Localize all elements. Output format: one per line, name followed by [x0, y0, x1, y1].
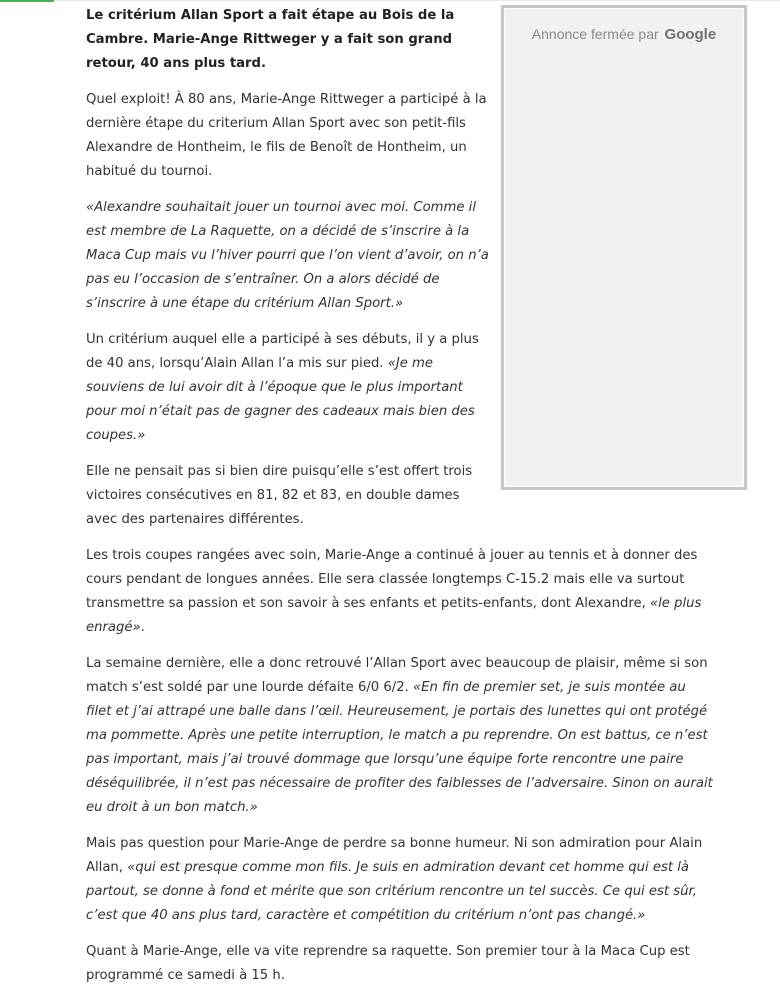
- quote: «Je me souviens de lui avoir dit à l’époque que le plus important pour moi n’était pas de gagner des cadeaux mais bien des coupes.»: [86, 356, 475, 443]
- ad-closed-label: Annonce fermée par: [531, 26, 659, 42]
- article-paragraph: Elle ne pensait pas si bien dire puisqu’elle s’est offert trois victoires consécutives en 81, 82 et 83, en double dames avec des partenaires différentes.: [86, 464, 473, 527]
- quote: «Alexandre souhaitait jouer un tournoi avec moi. Comme il est membre de La Raquette, on a décidé de s’inscrire à la Maca Cup mais vu l’hiver pourri que l’on vient d’avoir, on n’a pas eu l’occasion de s’entraîner. On a alors décidé de s’inscrire à une étape du critérium Allan Sport.»: [86, 200, 489, 311]
- article-paragraph: [86, 832, 714, 928]
- paragraph-end: .: [140, 620, 145, 635]
- paragraph-text: Un critérium auquel elle a participé à ses débuts, il y a plus de 40 ans, lorsqu’Alain Allan l’a mis sur pied.: [86, 332, 479, 371]
- article-paragraph: [86, 544, 714, 640]
- article-paragraph: [86, 652, 714, 820]
- quote: «le plus enragé»: [86, 596, 702, 635]
- article-paragraph: [86, 328, 491, 448]
- article-body: [86, 4, 714, 1000]
- article-lead: Le critérium Allan Sport a fait étape au Bois de la Cambre. Marie-Ange Rittweger y a fait son grand retour, 40 ans plus tard.: [86, 8, 455, 71]
- paragraph-text: La semaine dernière, elle a donc retrouvé l’Allan Sport avec beaucoup de plaisir, même si son match s’est soldé par une lourde défaite 6/0 6/2.: [86, 656, 708, 695]
- article-quote-paragraph: [86, 196, 491, 316]
- quote: «qui est presque comme mon fils. Je suis en admiration devant cet homme qui est là partout, se donne à fond et mérite que son critérium rencontre un tel succès. Ce qui est sûr, c’est que 40 ans plus tard, caractère et compétition du critérium n’ont pas changé.»: [86, 860, 697, 923]
- paragraph-text: Mais pas question pour Marie-Ange de perdre sa bonne humeur. Ni son admiration pour Alain Allan,: [86, 836, 703, 875]
- article-paragraph: Quel exploit! À 80 ans, Marie-Ange Rittweger a participé à la dernière étape du criterium Allan Sport avec son petit-fils Alexandre de Hontheim, le fils de Benoît de Hontheim, un habitué du tournoi.: [86, 92, 487, 179]
- article-paragraph: Quant à Marie-Ange, elle va vite reprendre sa raquette. Son premier tour à la Maca Cup est programmé ce samedi à 15 h.: [86, 944, 690, 983]
- quote: «En fin de premier set, je suis montée au filet et j’ai attrapé une balle dans l’œil. Heureusement, je portais des lunettes qui ont protégé ma pommette. Après une petite interruption, le match a pu reprendre. On est battus, ce n’est pas important, mais j’ai trouvé dommage que lorsqu’une équipe forte rencontre une paire déséquilibrée, il n’est pas nécessaire de profiter des faiblesses de l’adversaire. Sinon on aurait eu droit à un bon match.»: [86, 680, 713, 815]
- header-accent-bar: [0, 0, 54, 2]
- google-logo: Google: [664, 26, 717, 43]
- paragraph-text: Les trois coupes rangées avec soin, Marie-Ange a continué à jouer au tennis et à donner des cours pendant de longues années. Elle sera classée longtemps C-15.2 mais elle va surtout transmettre sa passion et son savoir à ses enfants et petits-enfants, dont Alexandre,: [86, 548, 698, 611]
- header-divider: [54, 0, 780, 1]
